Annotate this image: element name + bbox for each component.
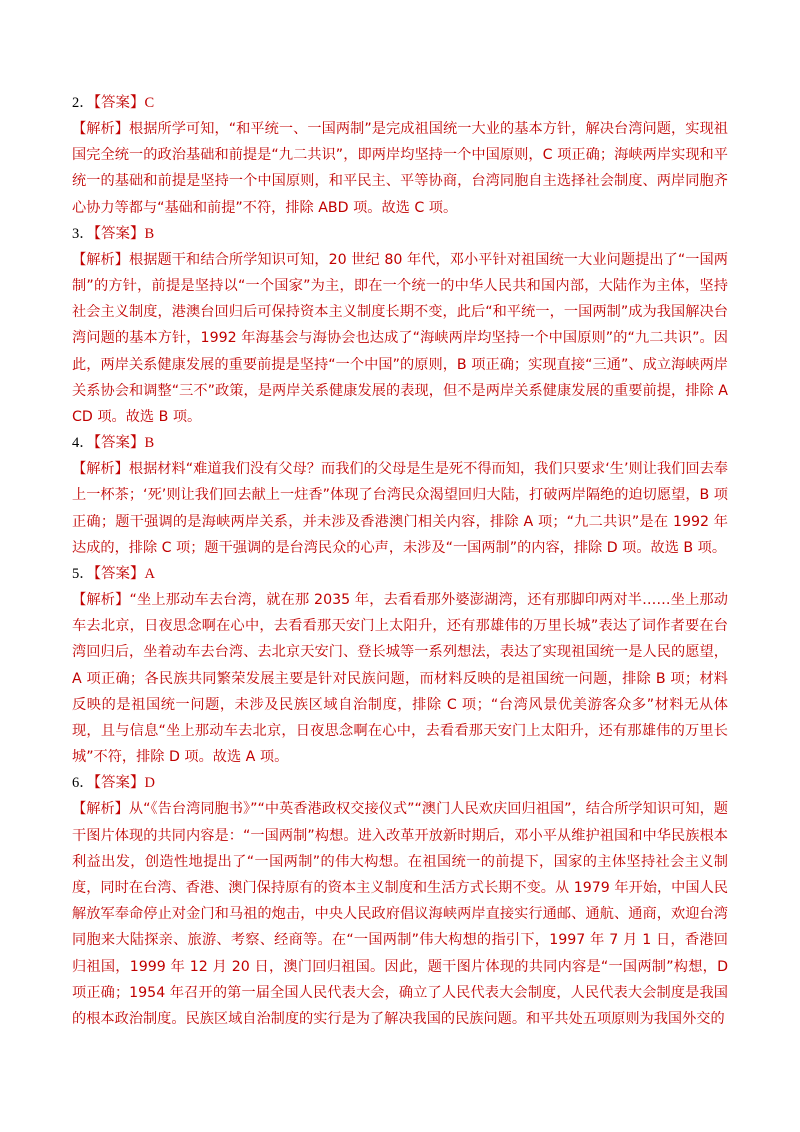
answer-heading [72, 221, 728, 247]
question-3 [72, 221, 728, 430]
explanation [72, 796, 728, 1032]
question-number: 3． [72, 225, 94, 242]
answer-tag: 【答案】C [93, 95, 155, 111]
explanation-text: 根据所学可知，“和平统一、一国两制”是完成祖国统一大业的基本方针，解决台湾问题，实现祖国完全统一的政治基础和前提是“九二共识”，即两岸均坚持一个中国原则，C 项正确；海峡两岸实现和平统一的基础和前提是坚持一个中国原则，和平民主、平等协商，台湾同胞自主选择社会制度、两岸同胞齐心协力等都与“基础和前提”不符，排除 ABD 项。故选 C 项。 [72, 121, 728, 216]
answer-heading [72, 561, 728, 587]
answer-heading [72, 770, 728, 796]
question-5 [72, 561, 728, 770]
explanation [72, 456, 728, 561]
explanation [72, 116, 728, 221]
answer-heading [72, 430, 728, 456]
answer-explanations [72, 90, 728, 1032]
answer-tag: 【答案】B [93, 435, 155, 452]
question-number: 6． [72, 775, 94, 792]
answer-tag: 【答案】A [93, 566, 155, 583]
explanation-text: 根据材料“难道我们没有父母？而我们的父母是生是死不得而知，我们只要求‘生’则让我们回去奉上一杯茶；‘死’则让我们回去献上一炷香”体现了台湾民众渴望回归大陆，打破两岸隔绝的迫切愿望，B 项正确；题干强调的是海峡两岸关系，并未涉及香港澳门相关内容，排除 A 项；“九二共识”是在 1992 年达成的，排除 C 项；题干强调的是台湾民众的心声，未涉及“一国两制”的内容，排除 D 项。故选 B 项。 [72, 461, 728, 556]
question-6 [72, 770, 728, 1032]
explanation [72, 247, 728, 430]
explanation-text: 根据题干和结合所学知识可知，20 世纪 80 年代，邓小平针对祖国统一大业问题提出了“一国两制”的方针，前提是坚持以“一个国家”为主，即在一个统一的中华人民共和国内部，大陆作为主体，坚持社会主义制度，港澳台回归后可保持资本主义制度长期不变，此后“和平统一，一国两制”成为我国解决台湾问题的基本方针，1992 年海基会与海协会也达成了“海峡两岸均坚持一个中国原则”的“九二共识”。因此，两岸关系健康发展的重要前提是坚持“一个中国”的原则，B 项正确；实现直接“三通”、成立海峡两岸关系协会和调整“三不”政策，是两岸关系健康发展的表现，但不是两岸关系健康发展的重要前提，排除 ACD 项。故选 B 项。 [72, 251, 728, 426]
explanation [72, 587, 728, 770]
explanation-label: 【解析】 [72, 121, 129, 137]
question-2 [72, 90, 728, 221]
explanation-label: 【解析】 [72, 461, 129, 478]
explanation-text: “坐上那动车去台湾，就在那 2035 年，去看看那外婆澎湖湾，还有那脚印两对半……坐上那动车去北京，日夜思念啊在心中，去看看那天安门上太阳升，还有那雄伟的万里长城”表达了词作者要在台湾回归后，坐着动车去台湾、去北京天安门、登长城等一系列想法，表达了实现祖国统一是人民的愿望，A 项正确；各民族共同繁荣发展主要是针对民族问题，而材料反映的是祖国统一问题，排除 B 项；材料反映的是祖国统一问题，未涉及民族区域自治制度，排除 C 项；“台湾风景优美游客众多”材料无从体现，且与信息“坐上那动车去北京，日夜思念啊在心中，去看看那天安门上太阳升，还有那雄伟的万里长城”不符，排除 D 项。故选 A 项。 [72, 592, 728, 766]
question-number: 2． [72, 95, 94, 111]
explanation-label: 【解析】 [72, 592, 130, 609]
answer-tag: 【答案】D [93, 775, 155, 792]
question-number: 5． [72, 566, 94, 583]
explanation-text: 从“《告台湾同胞书》”“中英香港政权交接仪式”“澳门人民欢庆回归祖国”，结合所学知识可知，题干图片体现的共同内容是：“一国两制”构想。进入改革开放新时期后，邓小平从维护祖国和中华民族根本利益出发，创造性地提出了“一国两制”的伟大构想。在祖国统一的前提下，国家的主体坚持社会主义制度，同时在台湾、香港、澳门保持原有的资本主义制度和生活方式长期不变。从 1979 年开始，中国人民解放军奉命停止对金门和马祖的炮击，中央人民政府倡议海峡两岸直接实行通邮、通航、通商，欢迎台湾同胞来大陆探亲、旅游、考察、经商等。在“一国两制”伟大构想的指引下，1997 年 7 月 1 日，香港回归祖国，1999 年 12 月 20 日，澳门回归祖国。因此，题干图片体现的共同内容是“一国两制”构想，D 项正确；1954 年召开的第一届全国人民代表大会，确立了人民代表大会制度，人民代表大会制度是我国的根本政治制度。民族区域自治制度的实行是为了解决我国的民族问题。和平共处五项原则为我国外交的 [72, 801, 728, 1028]
answer-heading [72, 90, 728, 116]
answer-tag: 【答案】B [93, 225, 155, 242]
explanation-label: 【解析】 [72, 251, 130, 268]
question-4 [72, 430, 728, 561]
question-number: 4． [72, 435, 94, 452]
explanation-label: 【解析】 [72, 801, 129, 818]
